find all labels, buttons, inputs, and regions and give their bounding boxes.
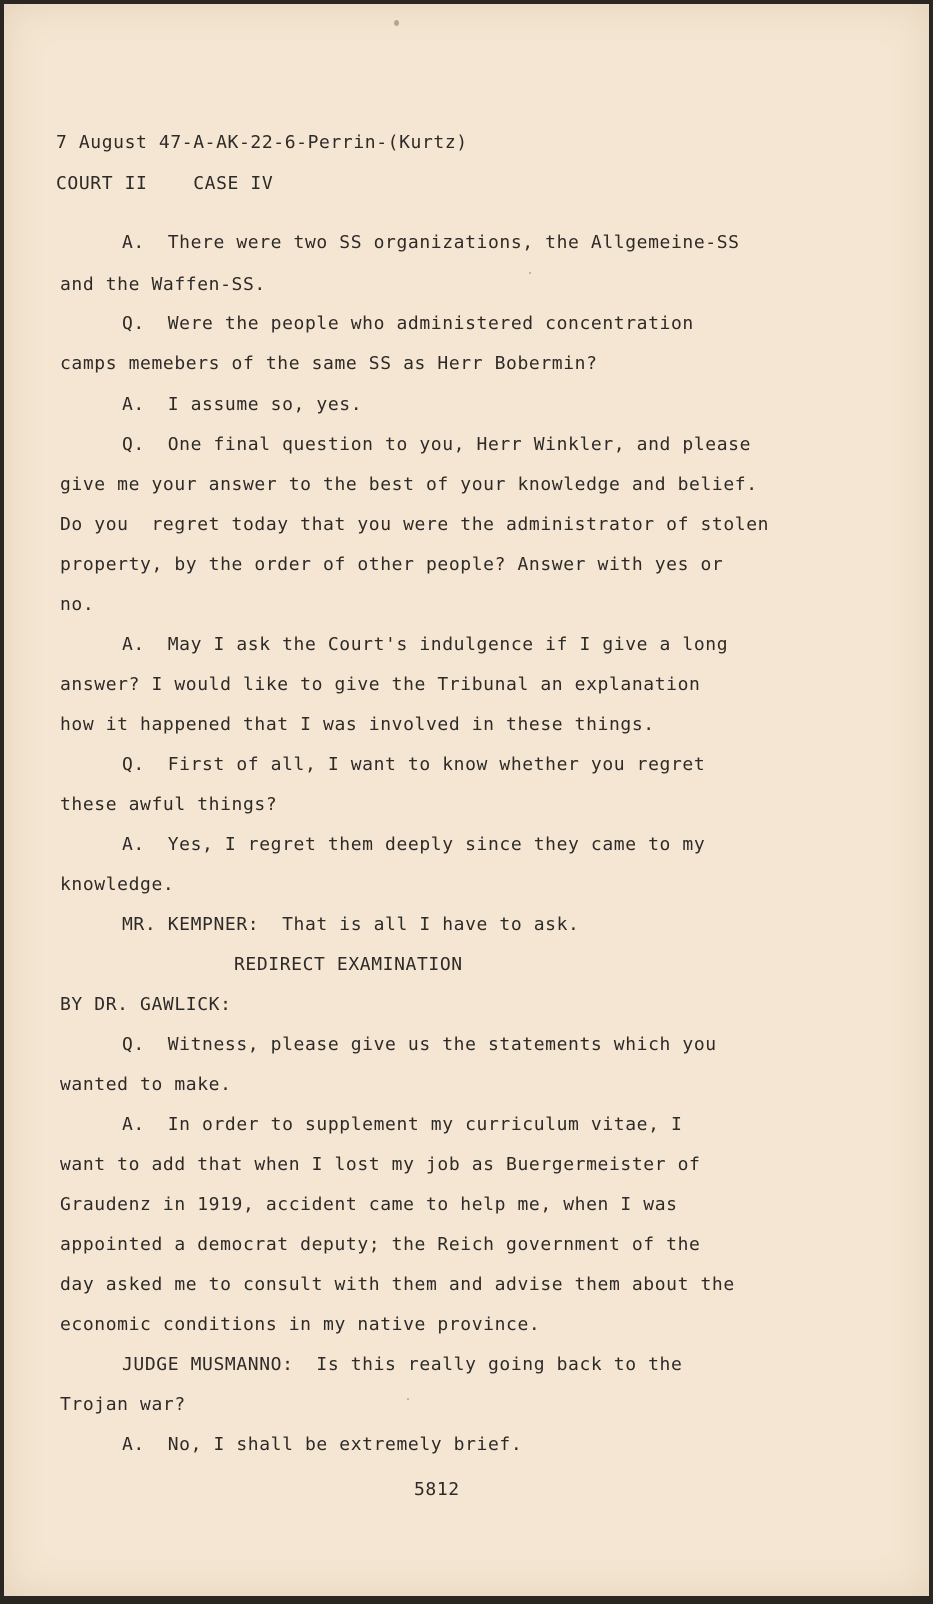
transcript-line: day asked me to consult with them and advise them about the	[60, 1274, 735, 1295]
transcript-line: and the Waffen-SS.	[60, 274, 266, 295]
transcript-line: Q. Were the people who administered concentration	[122, 313, 694, 334]
transcript-line: MR. KEMPNER: That is all I have to ask.	[122, 914, 580, 935]
transcript-line: Q. One final question to you, Herr Winkler, and please	[122, 434, 752, 455]
court-case-line: COURT II CASE IV	[56, 173, 274, 194]
transcript-line: appointed a democrat deputy; the Reich government of the	[60, 1234, 701, 1255]
examiner-line: BY DR. GAWLICK:	[60, 994, 232, 1015]
transcript-line: knowledge.	[60, 874, 175, 895]
transcript-line: no.	[60, 594, 95, 615]
transcript-line: Graudenz in 1919, accident came to help me, when I was	[60, 1194, 678, 1215]
page-number: 5812	[414, 1479, 460, 1500]
transcript-line: A. No, I shall be extremely brief.	[122, 1434, 523, 1455]
transcript-line: these awful things?	[60, 794, 278, 815]
transcript-line: wanted to make.	[60, 1074, 232, 1095]
transcript-line: A. In order to supplement my curriculum vitae, I	[122, 1114, 683, 1135]
document-page	[4, 4, 929, 1596]
transcript-line: A. There were two SS organizations, the Allgemeine-SS	[122, 232, 740, 253]
transcript-text	[4, 4, 929, 1596]
transcript-line: answer? I would like to give the Tribunal an explanation	[60, 674, 701, 695]
transcript-line: Trojan war?	[60, 1394, 186, 1415]
header-line: 7 August 47-A-AK-22-6-Perrin-(Kurtz)	[56, 132, 468, 153]
transcript-line: Do you regret today that you were the administrator of stolen	[60, 514, 770, 535]
transcript-line: how it happened that I was involved in these things.	[60, 714, 655, 735]
transcript-line: camps memebers of the same SS as Herr Bobermin?	[60, 353, 598, 374]
transcript-line: A. May I ask the Court's indulgence if I give a long	[122, 634, 729, 655]
transcript-line: A. I assume so, yes.	[122, 394, 363, 415]
transcript-line: want to add that when I lost my job as Buergermeister of	[60, 1154, 701, 1175]
transcript-line: economic conditions in my native province.	[60, 1314, 541, 1335]
transcript-line: give me your answer to the best of your knowledge and belief.	[60, 474, 758, 495]
transcript-line: A. Yes, I regret them deeply since they came to my	[122, 834, 706, 855]
transcript-line: Q. First of all, I want to know whether you regret	[122, 754, 706, 775]
transcript-line: Q. Witness, please give us the statements which you	[122, 1034, 717, 1055]
transcript-line: property, by the order of other people? Answer with yes or	[60, 554, 724, 575]
transcript-line: JUDGE MUSMANNO: Is this really going back to the	[122, 1354, 683, 1375]
section-heading: REDIRECT EXAMINATION	[234, 954, 463, 975]
